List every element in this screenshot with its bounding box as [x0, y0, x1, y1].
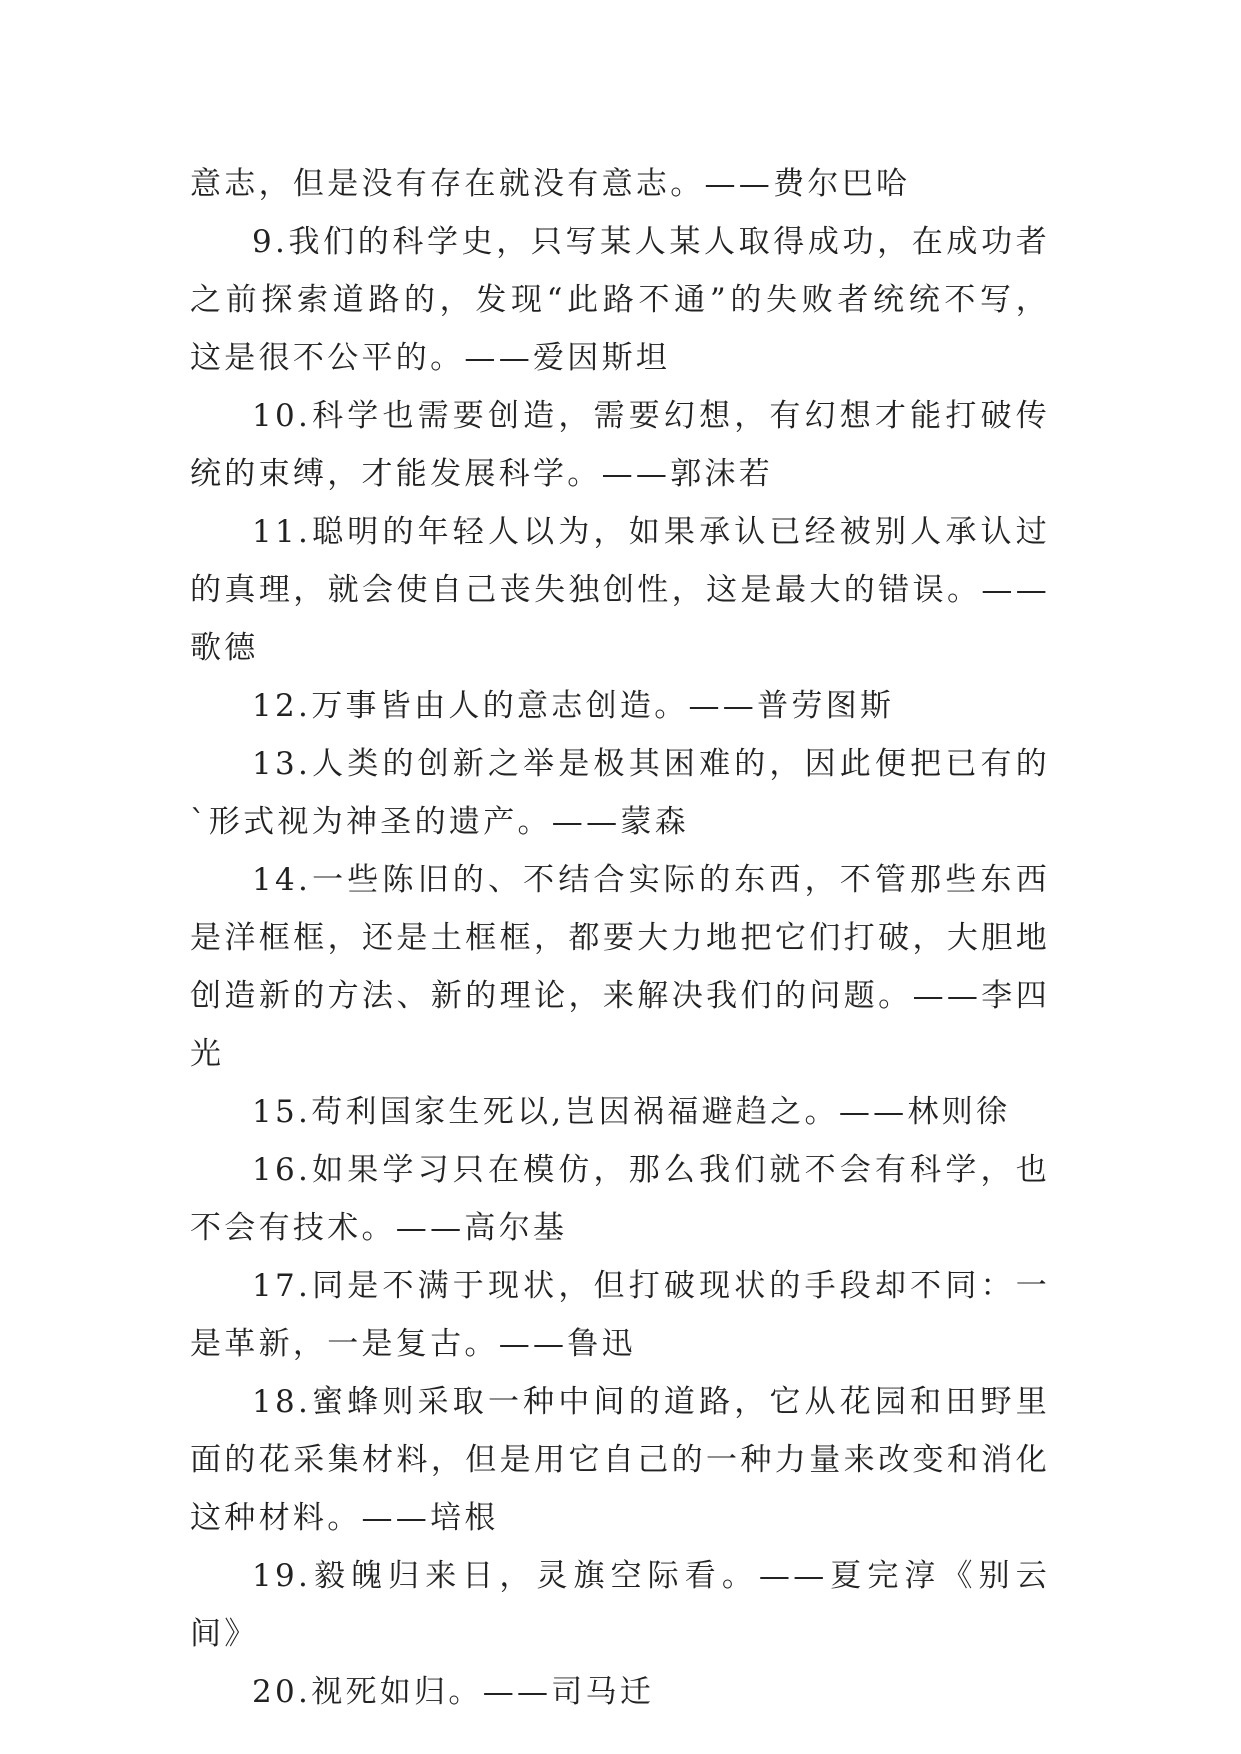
quote-15: 15.苟利国家生死以,岂因祸福避趋之。——林则徐: [252, 1094, 1011, 1130]
quote-12: 12.万事皆由人的意志创造。——普劳图斯: [252, 688, 895, 724]
quote-10: 10.科学也需要创造，需要幻想，有幻想才能打破传统的束缚，才能发展科学。——郭沫若: [190, 398, 1050, 492]
quote-9: 9.我们的科学史，只写某人某人取得成功，在成功者之前探索道路的，发现“此路不通”的失败者统统不写，这是很不公平的。——爱因斯坦: [190, 224, 1050, 376]
quote-16: 16.如果学习只在模仿，那么我们就不会有科学，也不会有技术。——高尔基: [190, 1152, 1050, 1246]
quote-11: 11.聪明的年轻人以为，如果承认已经被别人承认过的真理，就会使自己丧失独创性，这是最大的错误。——歌德: [190, 514, 1050, 666]
quote-list: [190, 155, 1050, 1721]
quote-14: 14.一些陈旧的、不结合实际的东西，不管那些东西是洋框框，还是土框框，都要大力地把它们打破，大胆地创造新的方法、新的理论，来解决我们的问题。——李四光: [190, 862, 1050, 1072]
quote-17: 17.同是不满于现状，但打破现状的手段却不同：一是革新，一是复古。——鲁迅: [190, 1268, 1050, 1362]
quote-19: 19.毅魄归来日，灵旗空际看。——夏完淳《别云间》: [190, 1558, 1050, 1652]
quote-8-continuation: 意志，但是没有存在就没有意志。——费尔巴哈: [190, 166, 911, 202]
quote-18: 18.蜜蜂则采取一种中间的道路，它从花园和田野里面的花采集材料，但是用它自己的一种力量来改变和消化这种材料。——培根: [190, 1384, 1050, 1536]
quote-20: 20.视死如归。——司马迁: [252, 1674, 655, 1710]
quote-13: 13.人类的创新之举是极其困难的，因此便把已有的`形式视为神圣的遗产。——蒙森: [190, 746, 1050, 840]
